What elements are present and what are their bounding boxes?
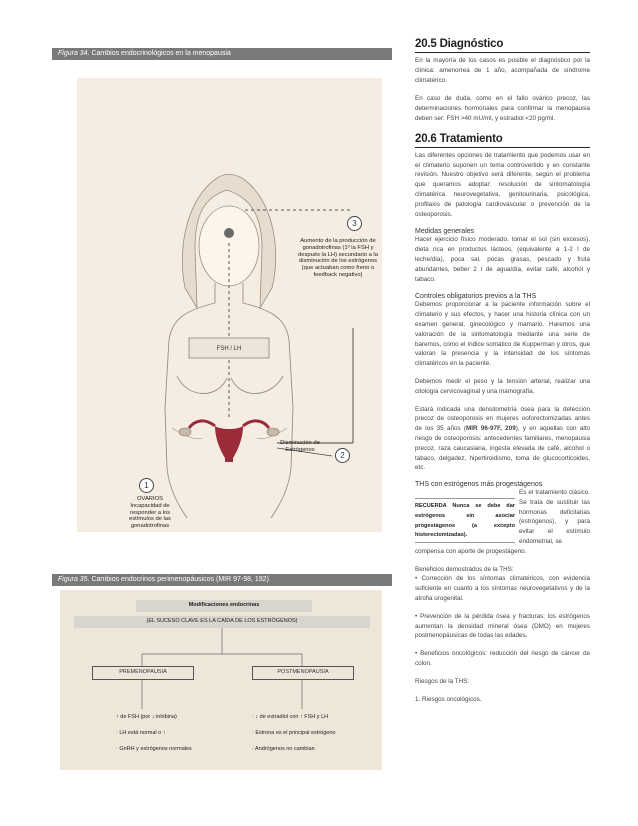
figure-35-number: Figura 35. <box>58 576 90 583</box>
controles-paragraph-1: Debemos proporcionar a la paciente información sobre el climaterio y sus efectos, y hacer una historia clínica con un examen general, ginecológico y mamario. Haremos una valoración de la sintomatología mediante una serie de baremos, como el índice somático de Kupperman y otros, que valoran la presencia y la intensidad de los síntomas climatéricos en la paciente. <box>415 301 590 368</box>
post-item: · Estrona es el principal estrógeno <box>252 730 336 736</box>
torso-outline <box>165 283 293 518</box>
beneficios-heading: Beneficios demostrados de la THS: <box>415 565 514 573</box>
postmenopausia-box: POSTMENOPAUSIA <box>252 666 354 680</box>
key-fact-banner: (EL SUCESO CLAVE ES LA CAÍDA DE LOS ESTRÓGENOS) <box>74 616 370 628</box>
ths-paragraph <box>415 488 590 557</box>
fsh-lh-label: FSH / LH <box>216 346 242 352</box>
marker-1: 1 <box>139 478 154 493</box>
beneficio-1: • Corrección de los síntomas climatéricos, con evidencia suficiente en cuanto a los síntomas neurovegetativos y de la atrofia urogenital. <box>415 575 590 603</box>
marker-3: 3 <box>347 216 362 231</box>
figure-35-title: Cambios endocrinos perimenopáusicos (MIR 97-98, 192) <box>91 576 269 583</box>
medidas-generales-paragraph: Hacer ejercicio físico moderado, tomar el sol (sin excesos), dieta rica en productos lácteos, (equivalente a 1-2 l de leche/día), poca sal, pocas grasas, pescado y fruta abundantes, beber 2 l de agua/día, evitar café, alcohol y tabaco. <box>415 236 590 283</box>
section-rule <box>415 52 590 53</box>
beneficio-3: • Beneficios oncológicos: reducción del riesgo de cáncer de colon. <box>415 650 590 668</box>
mir-reference: MIR 96-97F, 209 <box>466 425 516 433</box>
medidas-generales-heading: Medidas generales <box>415 228 475 236</box>
figure-34-title: Cambios endocrinológicos en la menopausia <box>91 50 231 57</box>
tratamiento-paragraph-1: Las diferentes opciones de tratamiento que podemos usar en el climaterio suponen un tema controvertido y en constante revisión. Nuestro objetivo será diferente, según el problema que queramos adoptar: resolución de sintomatología climatérica neurovegetativa, genitourinaria, psicológica, profilaxis de patología cardiovascular o prevención de la osteoporosis. <box>415 151 590 218</box>
right-column <box>415 38 590 704</box>
woman-body-illustration <box>77 78 382 532</box>
post-item: · ↓ de estradiol con ↑ FSH y LH <box>252 714 329 720</box>
diagnostico-paragraph-1: En la mayoría de los casos es posible el diagnóstico por la clínica: amenorrea de 1 año, acompañada de síndrome climatérico. <box>415 57 590 84</box>
breasts-outline <box>177 376 283 394</box>
riesgo-1: 1. Riesgos oncológicos. <box>415 695 482 703</box>
section-tratamiento-title: 20.6 Tratamiento <box>415 132 503 145</box>
controles-paragraph-3 <box>415 405 590 474</box>
postmenopausia-items <box>252 714 372 753</box>
pituitary-gland-icon <box>224 228 234 238</box>
feedback-text: Aumento de la producción de gonadotrofinas (1º la FSH y después la LH) secundario a la disminución de los estrógenos (que actuaban como freno o feedback negativo) <box>298 238 378 278</box>
uterus-icon <box>215 426 243 462</box>
controles-heading: Controles obligatorios previos a la THS <box>415 293 537 301</box>
beneficio-2: • Prevención de la pérdida ósea y fracturas: los estrógenos aumentan la densidad mineral ósea (DMO) en mujeres postmenopáusicas de todas las edades. <box>415 612 590 640</box>
estrogen-decrease-text: Disminución de Estrógenos <box>280 440 320 453</box>
figure-34-number: Figura 34. <box>58 50 90 57</box>
controles-paragraph-2: Debemos medir el peso y la tensión arterial, realizar una citología cervicovaginal y una mamografía. <box>415 377 590 395</box>
controles-paragraph-3a: Estará indicada una densitometría ósea para la detección precoz de osteoporosis en mujeres ooforectomizadas antes de los 35 años ( <box>415 405 590 433</box>
fallopian-tubes-icon <box>189 421 269 428</box>
ovaries-text: OVARIOS Incapacidad de responder a los estímulos de las gonadotrofinas <box>129 496 171 530</box>
section-diagnostico-title: 20.5 Diagnóstico <box>415 38 504 50</box>
riesgos-heading: Riesgos de la THS: <box>415 677 470 685</box>
figure-34-title-bar <box>52 48 392 60</box>
pre-item: · LH está normal o ↑ <box>116 730 166 736</box>
ths-paragraph-a: Es el tratamiento clásico. Se trata de sustituir las hormonas deficitarias (estrógenos), y para evitar el estímulo endometrial, se <box>519 489 590 546</box>
ovary-right-icon <box>267 428 279 436</box>
pre-item: ↑ de FSH (por ↓ inhibina) <box>116 714 177 720</box>
figure-35 <box>52 574 392 770</box>
marker-2: 2 <box>335 448 350 463</box>
endocrine-header: Modificaciones endocrinas <box>136 600 312 612</box>
ovary-left-icon <box>179 428 191 436</box>
recuerda-text: RECUERDA Nunca se debe dar estrógenos sin asociar progestágenos (a excepto histerectomizadas). <box>415 503 515 539</box>
controles-paragraph-3b: ), y en aquellas con alto riesgo de osteoporosis: antecedentes familiares, menopausia precoz, raza caucasiana, ingesta elevada de café, alcohol o tabaco, delgadez, hipertiroidismo, toma de glucocorticoides, etc. <box>415 425 590 472</box>
recuerda-box <box>415 498 515 543</box>
post-item: · Andrógenos no cambian <box>252 746 315 752</box>
premenopausia-items <box>116 714 226 753</box>
section-rule <box>415 147 590 148</box>
ths-heading: THS con estrógenos más progestágenos <box>415 481 543 489</box>
ths-paragraph-b: compensa con aporte de progestágeno. <box>415 547 527 555</box>
figure-34 <box>52 48 392 538</box>
premenopausia-box: PREMENOPAUSIA <box>92 666 194 680</box>
diagnostico-paragraph-2: En caso de duda, como en el fallo ovárico precoz, las determinaciones hormonales para confirmar la menopausia deben ser: FSH >40 mU/ml, y estradiol <20 pg/ml. <box>415 95 590 122</box>
pre-item: · GnRH y estrógenos normales <box>116 746 192 752</box>
